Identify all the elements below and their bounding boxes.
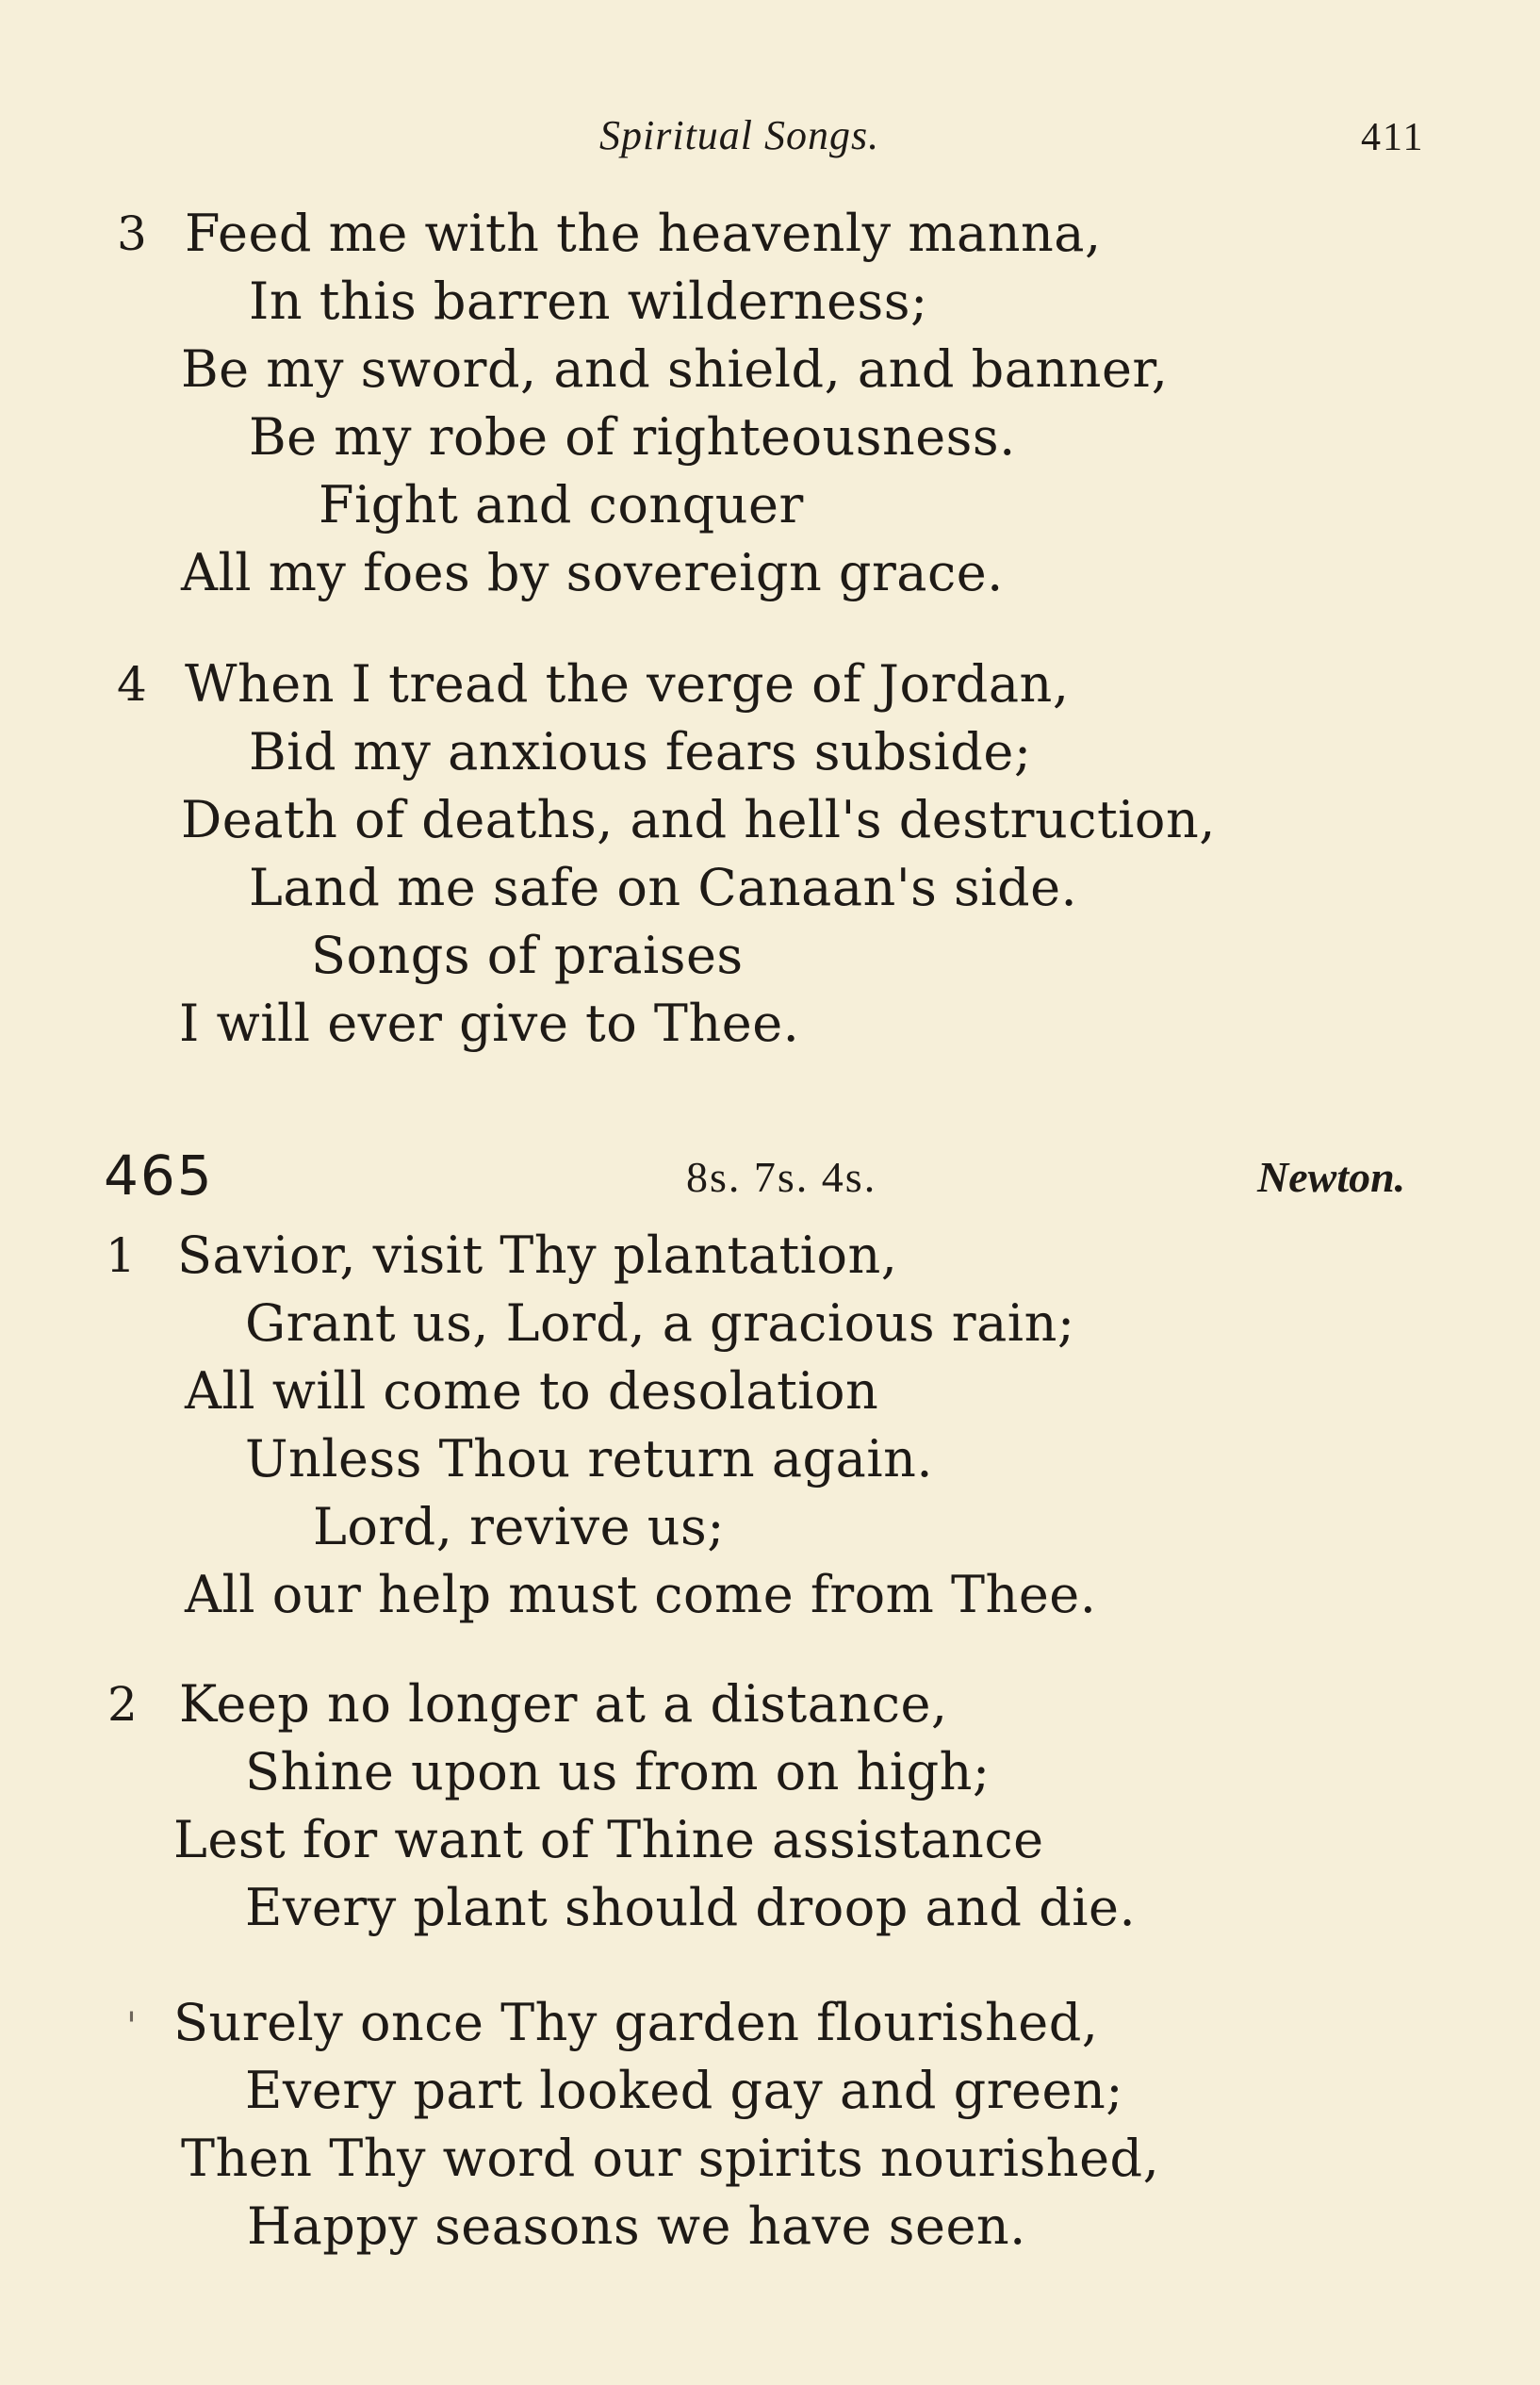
verse-number: 2 — [107, 1677, 138, 1732]
verse-number: 3 — [117, 206, 147, 261]
verse-line: Feed me with the heavenly manna, — [185, 204, 1102, 263]
verse-line: Death of deaths, and hell's destruction, — [181, 790, 1216, 849]
verse-line: Fight and conquer — [319, 475, 804, 535]
verse-line: Songs of praises — [311, 926, 744, 985]
running-head — [0, 111, 1540, 168]
verse-number: 4 — [117, 657, 147, 712]
verse-line: All my foes by sovereign grace. — [181, 543, 1004, 602]
verse-line: Bid my anxious fears subside; — [249, 722, 1032, 781]
page-number: 411 — [1361, 116, 1425, 159]
verse-line: All will come to desolation — [185, 1361, 879, 1421]
verse-line: In this barren wilderness; — [249, 271, 928, 331]
verse-line: Lord, revive us; — [313, 1497, 725, 1556]
hymn-author: Newton. — [1257, 1153, 1406, 1201]
verse-line: Be my robe of righteousness. — [249, 407, 1016, 467]
hymn-number: 465 — [104, 1143, 214, 1208]
verse-number: 1 — [106, 1228, 136, 1283]
verse-line: Then Thy word our spirits nourished, — [181, 2129, 1160, 2188]
hymn-meter: 8s. 7s. 4s. — [686, 1153, 877, 1201]
faded-verse-mark: ' — [126, 2005, 137, 2048]
verse-line: Every plant should droop and die. — [245, 1878, 1137, 1937]
verse-line: Grant us, Lord, a gracious rain; — [245, 1293, 1075, 1353]
verse-line: Shine upon us from on high; — [245, 1742, 991, 1801]
running-title: Spiritual Songs. — [599, 112, 880, 158]
verse-line: Be my sword, and shield, and banner, — [181, 339, 1169, 399]
verse-line: When I tread the verge of Jordan, — [185, 654, 1070, 714]
verse-line: All our help must come from Thee. — [185, 1565, 1097, 1624]
verse-line: Unless Thou return again. — [245, 1429, 934, 1489]
verse-line: Keep no longer at a distance, — [179, 1674, 948, 1734]
verse-line: Happy seasons we have seen. — [247, 2196, 1026, 2256]
verse-line: Lest for want of Thine assistance — [173, 1810, 1044, 1869]
verse-line: Surely once Thy garden flourished, — [173, 1993, 1099, 2052]
hymn-heading — [0, 1143, 1540, 1209]
verse-line: Savior, visit Thy plantation, — [177, 1225, 898, 1285]
verse-line: Land me safe on Canaan's side. — [249, 858, 1078, 917]
verse-line: I will ever give to Thee. — [179, 994, 800, 1053]
verse-line: Every part looked gay and green; — [245, 2061, 1123, 2120]
